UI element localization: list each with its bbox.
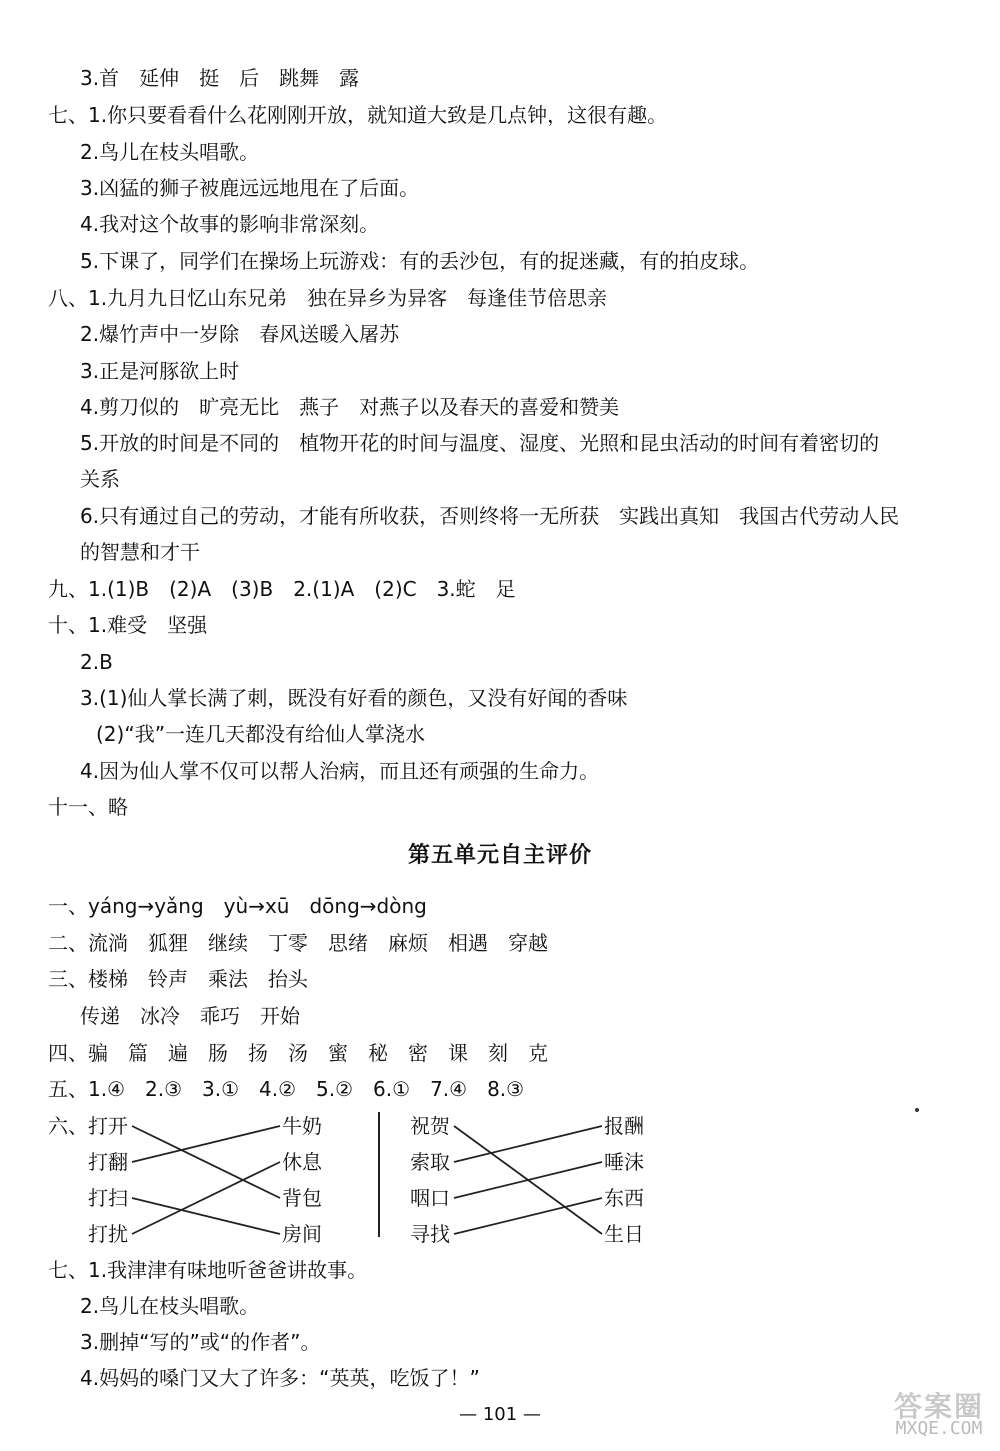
answer-line: 八、1.九月九日忆山东兄弟 独在异乡为异客 每逢佳节倍思亲 [48,286,608,310]
match-left-target: 背包 [282,1186,322,1210]
match-left-target: 牛奶 [282,1114,322,1138]
answer-line: 3.(1)仙人掌长满了刺，既没有好看的颜色，又没有好闻的香味 [80,686,628,710]
answer-line: 十、1.难受 坚强 [48,613,208,637]
page-number: — 101 — [459,1404,541,1425]
answer-line: 2.B [80,650,113,674]
match-line [132,1126,280,1162]
match-left-word: 打扰 [88,1222,128,1246]
answer-line: 5.下课了，同学们在操场上玩游戏：有的丢沙包，有的捉迷藏，有的拍皮球。 [80,249,760,273]
watermark-en: MXQE.COM [895,1418,983,1439]
answer-line: 五、1.④ 2.③ 3.① 4.② 5.② 6.① 7.④ 8.③ [48,1077,525,1101]
match-right-target: 东西 [604,1186,644,1210]
answer-line: 的智慧和才干 [80,540,200,564]
answer-line: 九、1.(1)B (2)A (3)B 2.(1)A (2)C 3.蛇 足 [48,577,516,601]
answer-line: 七、1.我津津有味地听爸爸讲故事。 [48,1258,368,1282]
answer-line: 七、1.你只要看看什么花刚刚开放，就知道大致是几点钟，这很有趣。 [48,103,668,127]
answer-line: 5.开放的时间是不同的 植物开花的时间与温度、湿度、光照和昆虫活动的时间有着密切的 [80,431,880,455]
match-right-word: 索取 [410,1150,450,1174]
answer-line: 4.剪刀似的 旷亮无比 燕子 对燕子以及春天的喜爱和赞美 [80,395,620,419]
match-right-target: 生日 [604,1222,644,1246]
section-title: 第五单元自主评价 [407,843,592,868]
match-line [132,1198,280,1234]
answer-line: 二、流淌 狐狸 继续 丁零 思绪 麻烦 相遇 穿越 [48,931,548,955]
match-right-word: 咽口 [410,1186,450,1210]
answer-line: 2.鸟儿在枝头唱歌。 [80,140,260,164]
answer-line: 关系 [80,467,120,491]
answer-line: 3.删掉“写的”或“的作者”。 [80,1330,321,1354]
match-left-target: 休息 [282,1150,322,1174]
watermark-cn: 答案圈 [893,1390,984,1423]
match-left-word: 打翻 [88,1150,128,1174]
answer-line: 4.我对这个故事的影响非常深刻。 [80,212,380,236]
match-left-word: 打扫 [88,1186,128,1210]
match-left-target: 房间 [282,1222,322,1246]
matching-label: 六、 [48,1114,88,1138]
answer-line: 三、楼梯 铃声 乘法 抬头 [48,967,308,991]
answer-line: 3.首 延伸 挺 后 跳舞 露 [80,66,360,90]
answer-line: 十一、略 [48,795,128,819]
stray-dot [915,1108,919,1112]
match-right-word: 祝贺 [410,1114,450,1138]
answer-line: 传递 冰冷 乖巧 开始 [80,1004,300,1028]
answer-line: (2)“我”一连几天都没有给仙人掌浇水 [96,722,426,746]
match-right-target: 唾沫 [604,1150,644,1174]
match-line [454,1198,602,1234]
match-line [454,1126,602,1162]
match-right-word: 寻找 [410,1222,450,1246]
answer-line: 6.只有通过自己的劳动，才能有所收获，否则终将一无所获 实践出真知 我国古代劳动人民 [80,504,900,528]
match-left-word: 打开 [88,1114,128,1138]
watermark-logo [893,1390,984,1440]
answer-line: 2.爆竹声中一岁除 春风送暖入屠苏 [80,322,400,346]
matching-lines [0,1100,700,1250]
answer-line: 四、骗 篇 遍 肠 扬 汤 蜜 秘 密 课 刻 克 [48,1041,548,1065]
answer-line: 3.正是河豚欲上时 [80,359,240,383]
answer-line: 3.凶猛的狮子被鹿远远地甩在了后面。 [80,176,420,200]
answer-line: 一、yáng→yǎng yù→xū dōng→dòng [48,894,427,918]
answer-line: 2.鸟儿在枝头唱歌。 [80,1294,260,1318]
answer-line: 4.妈妈的嗓门又大了许多：“英英，吃饭了！” [80,1366,480,1390]
match-line [132,1162,280,1234]
match-line [454,1162,602,1198]
answer-line: 4.因为仙人掌不仅可以帮人治病，而且还有顽强的生命力。 [80,759,600,783]
match-line [132,1126,280,1198]
match-right-target: 报酬 [604,1114,644,1138]
